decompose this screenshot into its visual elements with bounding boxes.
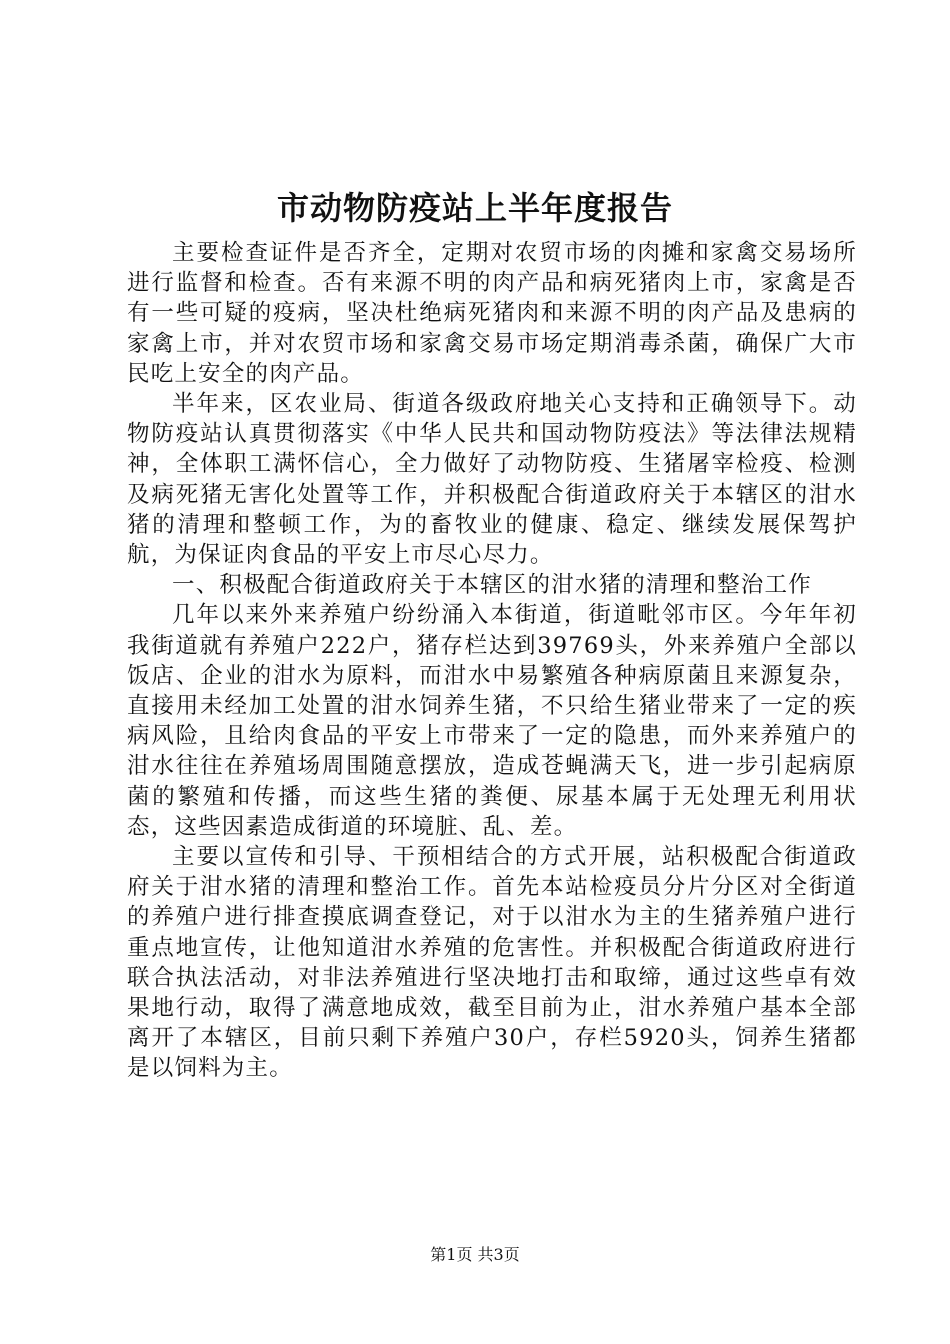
section-heading-1: 一、积极配合街道政府关于本辖区的泔水猪的清理和整治工作 [172, 572, 812, 599]
paragraph-inspection: 主要检查证件是否齐全，定期对农贸市场的肉摊和家禽交易场所进行监督和检查。否有来源不明的肉产品和病死猪肉上市，家禽是否有一些可疑的疫病，坚决杜绝病死猪肉和来源不明的肉产品及患病的家禽上市，并对农贸市场和家禽交易市场定期消毒杀菌，确保广大市民吃上安全的肉产品。 [127, 240, 857, 387]
document-body [127, 238, 857, 1084]
document-title: 市动物防疫站上半年度报告 [276, 189, 673, 227]
paragraph-measures: 主要以宣传和引导、干预相结合的方式开展，站积极配合街道政府关于泔水猪的清理和整治工作。首先本站检疫员分片分区对全街道的养殖户进行排查摸底调查登记，对于以泔水为主的生猪养殖户进行重点地宣传，让他知道泔水养殖的危害性。并积极配合街道政府进行联合执法活动，对非法养殖进行坚决地打击和取缔，通过这些卓有效果地行动，取得了满意地成效，截至目前为止，泔水养殖户基本全部离开了本辖区，目前只剩下养殖户30户，存栏5920头，饲养生猪都是以饲料为主。 [127, 844, 857, 1082]
paragraph-half-year-summary: 半年来，区农业局、街道各级政府地关心支持和正确领导下。动物防疫站认真贯彻落实《中华人民共和国动物防疫法》等法律法规精神，全体职工满怀信心，全力做好了动物防疫、生猪屠宰检疫、检测及病死猪无害化处置等工作，并积极配合街道政府关于本辖区的泔水猪的清理和整顿工作，为的畜牧业的健康、稳定、继续发展保驾护航，为保证肉食品的平安上市尽心尽力。 [127, 391, 857, 569]
page-footer: 第1页 共3页 [430, 1245, 520, 1264]
paragraph-background: 几年以来外来养殖户纷纷涌入本街道，街道毗邻市区。今年年初我街道就有养殖户222户，猪存栏达到39769头，外来养殖户全部以饭店、企业的泔水为原料，而泔水中易繁殖各种病原菌且来源复杂，直接用未经加工处置的泔水饲养生猪，不只给生猪业带来了一定的疾病风险，且给肉食品的平安上市带来了一定的隐患，而外来养殖户的泔水往往在养殖场周围随意摆放，造成苍蝇满天飞，进一步引起病原菌的繁殖和传播，而这些生猪的粪便、尿基本属于无处理无利用状态，这些因素造成街道的环境脏、乱、差。 [127, 602, 857, 840]
